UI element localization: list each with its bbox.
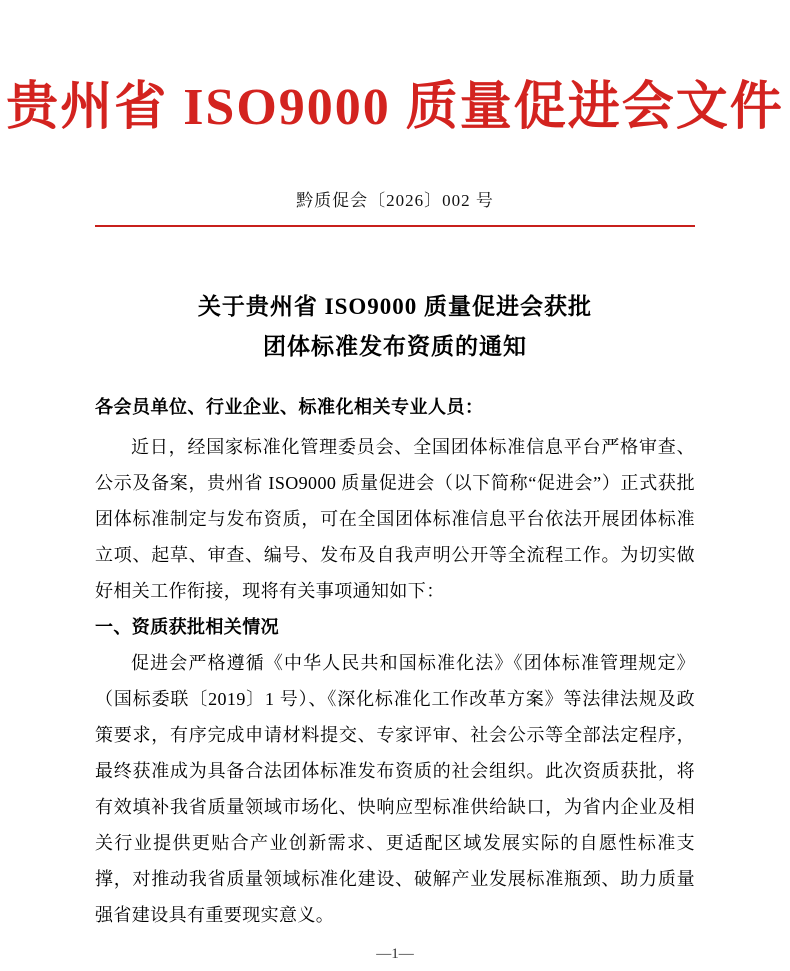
document-number: 黔质促会〔2026〕002 号 [296, 190, 494, 210]
salutation: 各会员单位、行业企业、标准化相关专业人员： [95, 397, 484, 418]
document-title-line-2: 团体标准发布资质的通知 [263, 334, 527, 360]
masthead-title: 贵州省 ISO9000 质量促进会文件 [6, 79, 784, 136]
document-masthead [0, 0, 790, 138]
document-title-line-1: 关于贵州省 ISO9000 质量促进会获批 [197, 293, 593, 319]
document-body [95, 367, 695, 933]
paragraph-intro: 近日，经国家标准化管理委员会、全国团体标准信息平台严格审查、公示及备案，贵州省 ISO9000 质量促进会（以下简称“促进会”）正式获批团体标准制定与发布资质，可在全国团体标准信息平台依法开展团体标准立项、起草、审查、编号、发布及自我声明公开等全流程工作。为切实做好相关工作衔接，现将有关事项通知如下： [95, 437, 695, 602]
red-divider-rule [95, 225, 695, 227]
section-heading-1: 一、资质获批相关情况 [95, 617, 279, 638]
paragraph-section-1: 促进会严格遵循《中华人民共和国标准化法》《团体标准管理规定》（国标委联〔2019〕1 号）、《深化标准化工作改革方案》等法律法规及政策要求，有序完成申请材料提交、专家评审、社会公示等全部法定程序，最终获准成为具备合法团体标准发布资质的社会组织。此次资质获批，将有效填补我省质量领域市场化、快响应型标准供给缺口，为省内企业及相关行业提供更贴合产业创新需求、更适配区域发展实际的自愿性标准支撑，对推动我省质量领域标准化建设、破解产业发展标准瓶颈、助力质量强省建设具有重要现实意义。 [95, 653, 695, 926]
document-title [0, 287, 790, 368]
page-number: —1— [376, 946, 414, 962]
